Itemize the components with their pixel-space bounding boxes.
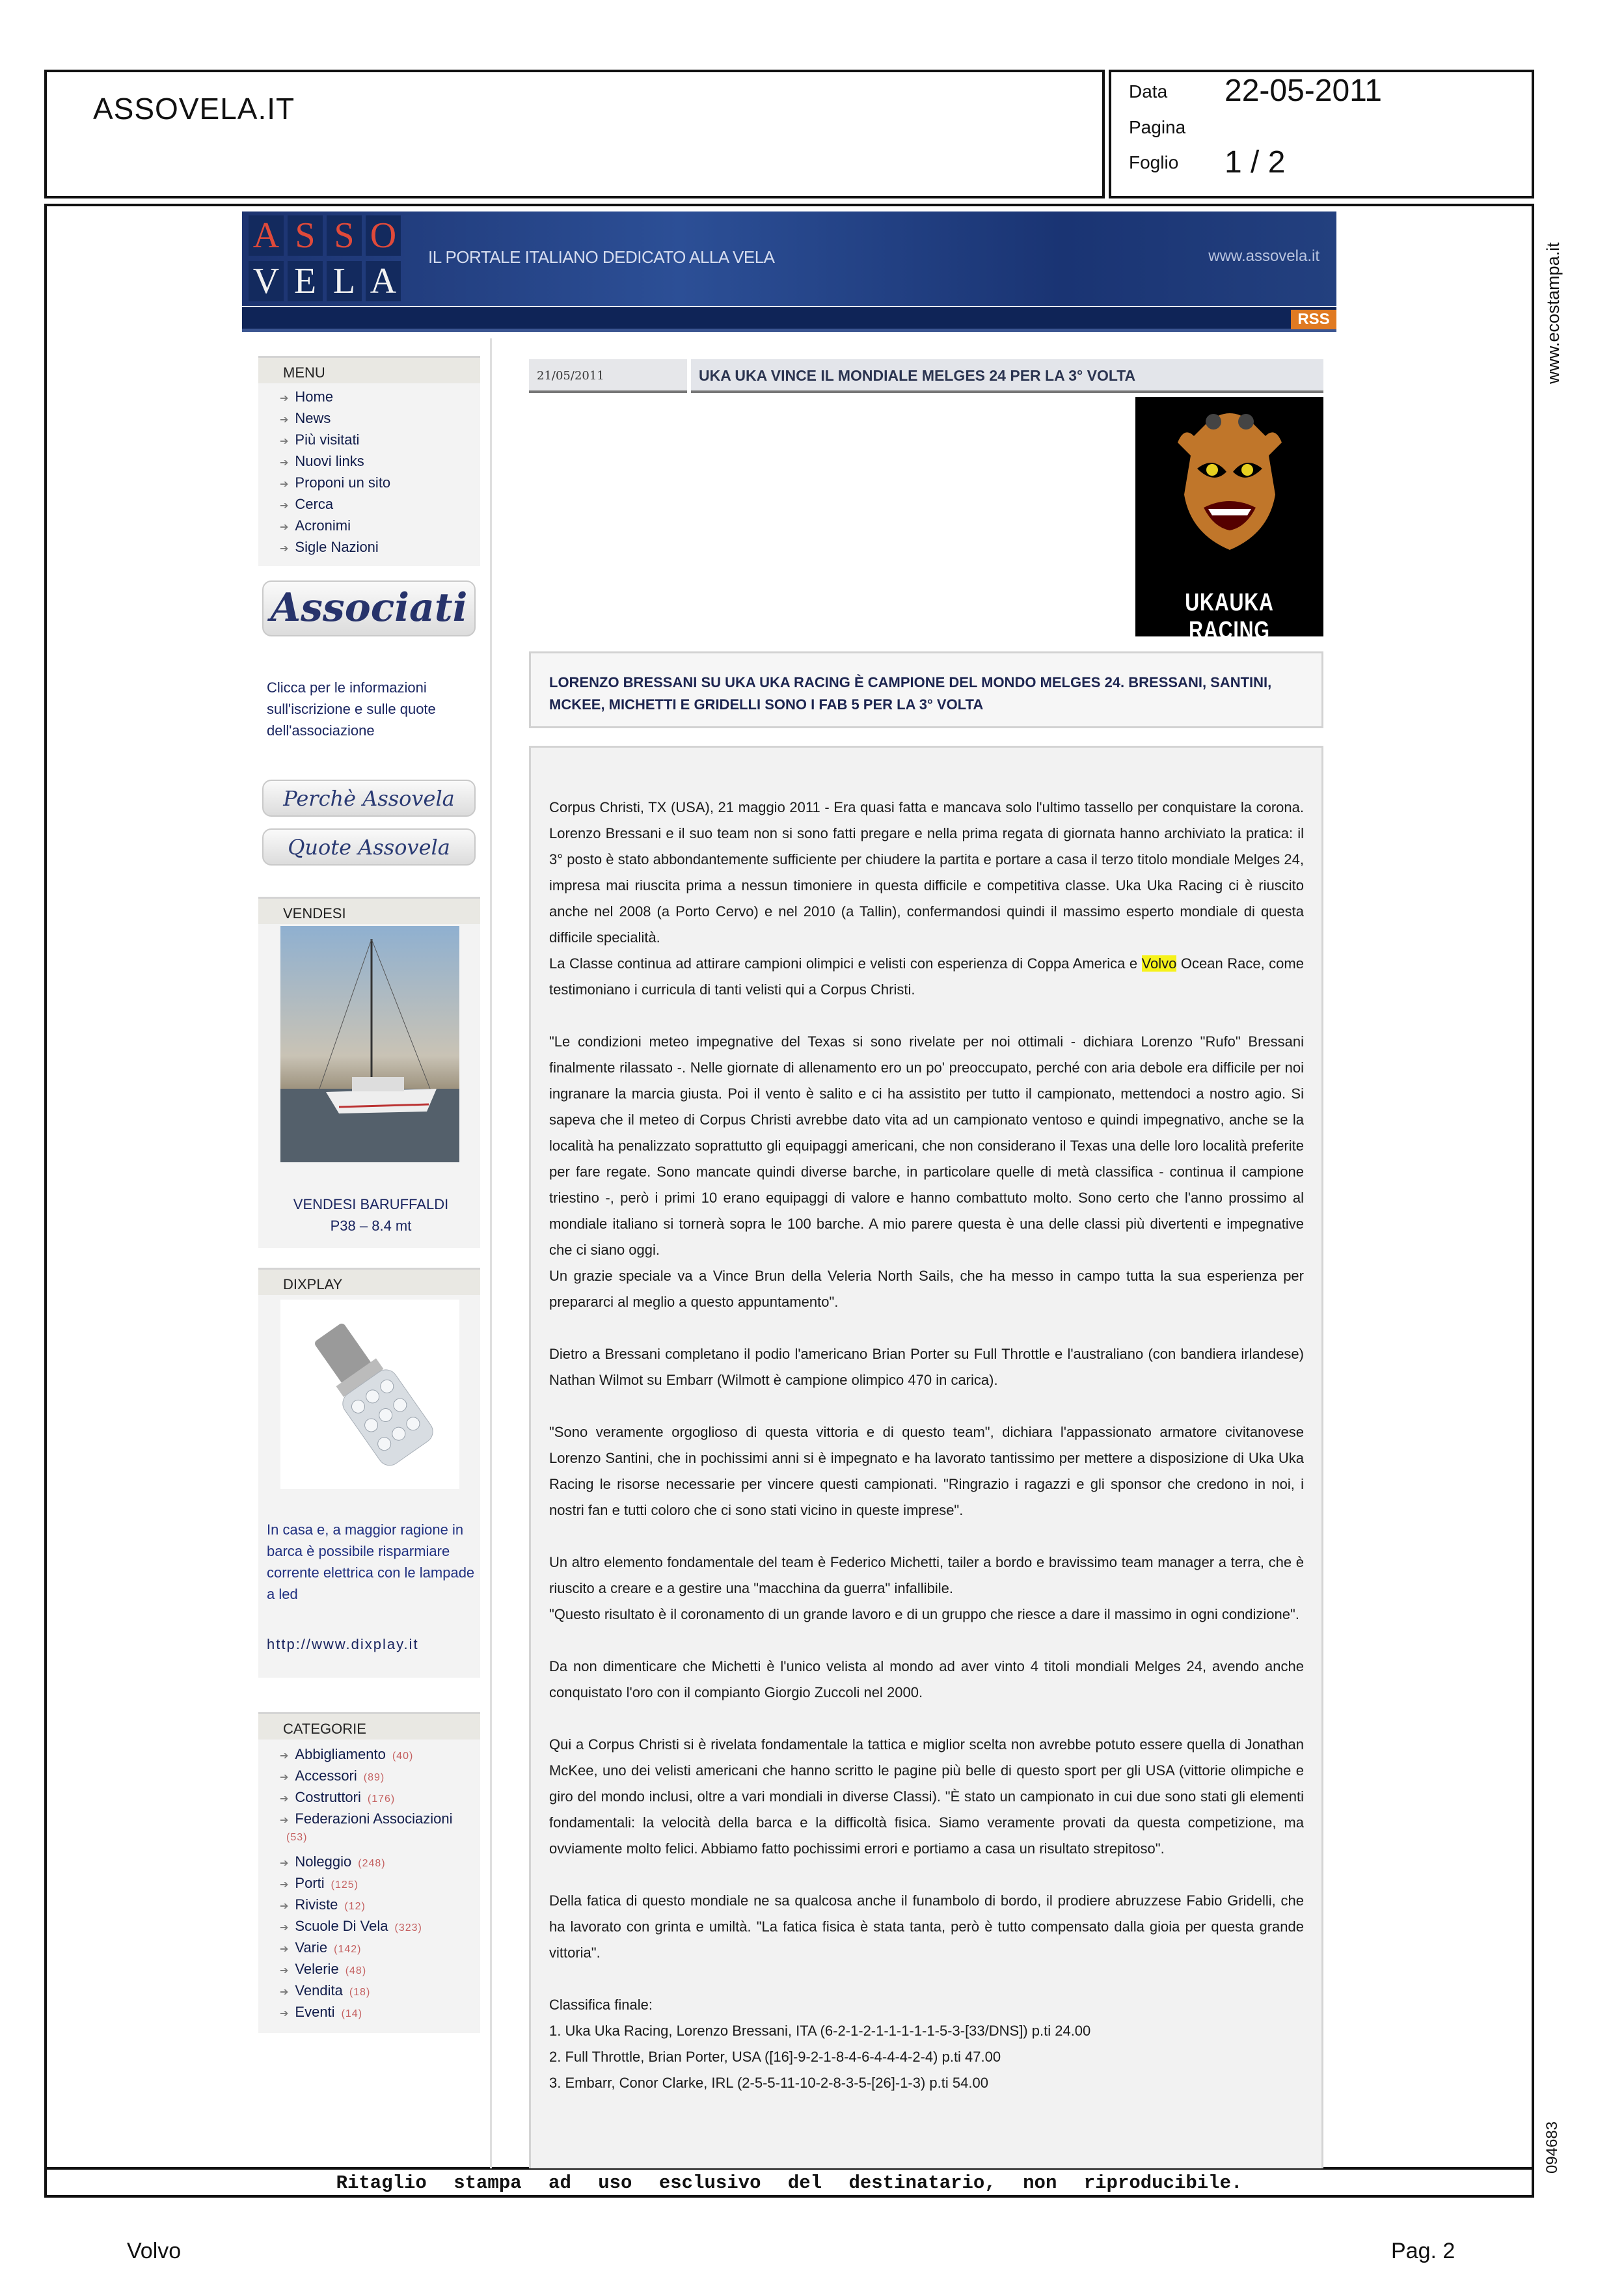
category-item[interactable] bbox=[280, 1853, 475, 1870]
category-name: Riviste bbox=[295, 1896, 338, 1913]
menu-item[interactable] bbox=[280, 431, 359, 448]
sailboat-photo[interactable] bbox=[280, 926, 459, 1162]
keyword-label: Volvo bbox=[127, 2239, 182, 2263]
category-item[interactable] bbox=[280, 1789, 475, 1806]
vendesi-caption-2: P38 – 8.4 mt bbox=[330, 1218, 412, 1234]
category-count: (89) bbox=[363, 1772, 385, 1783]
site-banner bbox=[242, 212, 1336, 306]
category-name: Scuole Di Vela bbox=[295, 1918, 388, 1934]
menu-item-label: Acronimi bbox=[295, 517, 351, 534]
arrow-icon: ➔ bbox=[280, 1879, 289, 1890]
arrow-icon: ➔ bbox=[280, 543, 289, 554]
article-paragraph: "Questo risultato è il coronamento di un grande lavoro e di un gruppo che riesce a dare il massimo in ogni condizione". bbox=[549, 1606, 1299, 1622]
category-item[interactable] bbox=[280, 1875, 475, 1892]
logo-letter: S bbox=[288, 215, 323, 256]
ukauka-racing-image bbox=[1135, 397, 1323, 644]
dixplay-link[interactable]: http://www.dixplay.it bbox=[267, 1636, 419, 1652]
article-paragraph: "Le condizioni meteo impegnative del Texas si sono rivelate per noi ottimali - dichiara Lorenzo "Rufo" Bressani finalmente rilassato -. Nelle giornate di allenamento ero un po' preoccupato, perché con aria debole era difficile per noi ingranare la marcia giusta. Poi il vento è salito e ci ha assistito per tutto il campionato, mettendoci a nostro agio. Si sapeva che il meteo di Corpus Christi avrebbe dato vita ad un campionato ventoso e quindi impegnativo, anche se la località ha penalizzato soprattutto gli equipaggi americani, che non considerano il Texas una delle loro località preferite per fare regate. Sono mancate quindi diverse barche, in particolare quelle di metà classifica - continua il campione triestino -, però i primi 10 erano equipaggi di valore e hanno combattuto molto. Sono certo che l'anno prossimo al mondiale italiano si tornerà sopra le 100 barche. A mio parere questa è una delle classi più divertenti e impegnative che ci siano oggi. bbox=[549, 1033, 1304, 1258]
category-name: Accessori bbox=[295, 1767, 357, 1784]
menu-item-label: Home bbox=[295, 389, 334, 405]
menu-item[interactable] bbox=[280, 496, 333, 513]
category-name: Velerie bbox=[295, 1961, 339, 1977]
category-item[interactable] bbox=[280, 1810, 475, 1844]
category-item[interactable] bbox=[280, 1961, 475, 1978]
arrow-icon: ➔ bbox=[280, 1858, 289, 1869]
paragraph-text: Ocean Race, come testimoniano i curricula di tanti velisti qui a Corpus Christi. bbox=[549, 955, 1304, 998]
rss-button[interactable]: RSS bbox=[1291, 310, 1336, 329]
vendesi-caption-1[interactable]: VENDESI BARUFFALDI bbox=[293, 1196, 449, 1212]
article-paragraph: 2. Full Throttle, Brian Porter, USA ([16]-9-2-1-8-4-6-4-4-4-2-4) p.ti 47.00 bbox=[549, 2049, 1001, 2065]
arrow-icon: ➔ bbox=[280, 1922, 289, 1933]
arrow-icon: ➔ bbox=[280, 1794, 289, 1805]
article-paragraph: Qui a Corpus Christi si è rivelata fondamentale la tattica e miglior scelta non avrebbe potuto essere quella di Jonathan McKee, uno dei velisti americani che hanno scritto le pagine più belle di questo sport per gli USA (vittorie olimpiche e giro del mondo inclusi, oltre a vari mondiali in diverse Classi). "È stato un campionato in cui due sono stati gli elementi fondamentali: la velocità della barca e la difficoltà fisica. Siamo veramente provati da questa competizione, ma ovviamente molto felici. Abbiamo fatto pochissimi errori e portiamo a casa un risultato strepitoso". bbox=[549, 1736, 1304, 1857]
article-block bbox=[549, 1732, 1304, 1862]
menu-item[interactable] bbox=[280, 453, 364, 470]
arrow-icon: ➔ bbox=[280, 500, 289, 512]
article-block bbox=[549, 1992, 1304, 2096]
associati-info-text[interactable]: Clicca per le informazioni sull'iscrizione e sulle quote dell'associazione bbox=[267, 679, 436, 739]
category-name: Costruttori bbox=[295, 1789, 361, 1805]
clipping-code: 094683 bbox=[1543, 2121, 1561, 2174]
vendesi-heading: VENDESI bbox=[258, 897, 480, 924]
category-item[interactable] bbox=[280, 2004, 475, 2021]
category-name: Varie bbox=[295, 1939, 328, 1956]
logo-letter: O bbox=[366, 215, 401, 256]
dixplay-text[interactable]: In casa e, a maggior ragione in barca è possibile risparmiare corrente elettrica con le lampade a led bbox=[267, 1522, 475, 1602]
logo-letter: L bbox=[327, 261, 362, 301]
article-paragraph: 1. Uka Uka Racing, Lorenzo Bressani, ITA (6-2-1-2-1-1-1-1-1-5-3-[33/DNS]) p.ti 24.00 bbox=[549, 2023, 1091, 2039]
category-name: Noleggio bbox=[295, 1853, 352, 1870]
data-label: Data bbox=[1129, 81, 1168, 102]
category-count: (142) bbox=[334, 1944, 362, 1955]
arrow-icon: ➔ bbox=[280, 1815, 289, 1826]
article-paragraph: Dietro a Bressani completano il podio l'americano Brian Porter su Full Throttle e l'australiano (con bandiera irlandese) Nathan Wilmot su Embarr (Wilmott è campione olimpico 470 in carica). bbox=[549, 1346, 1304, 1388]
data-value: 22-05-2011 bbox=[1225, 74, 1382, 108]
category-name: Abbigliamento bbox=[295, 1746, 386, 1762]
categorie-heading: CATEGORIE bbox=[258, 1712, 480, 1740]
menu-item[interactable] bbox=[280, 410, 331, 427]
paragraph-text: La Classe continua ad attirare campioni olimpici e velisti con esperienza di Coppa America e bbox=[549, 955, 1142, 972]
category-count: (12) bbox=[344, 1901, 366, 1912]
category-count: (125) bbox=[331, 1879, 359, 1890]
menu-item-label: Nuovi links bbox=[295, 453, 364, 469]
menu-item-label: Più visitati bbox=[295, 431, 360, 448]
category-item[interactable] bbox=[280, 1939, 475, 1956]
arrow-icon: ➔ bbox=[280, 2008, 289, 2019]
article-title[interactable]: UKA UKA VINCE IL MONDIALE MELGES 24 PER LA 3° VOLTA bbox=[691, 359, 1323, 393]
article-paragraph: Corpus Christi, TX (USA), 21 maggio 2011 - Era quasi fatta e mancava solo l'ultimo tassello per conquistare la corona. Lorenzo Bressani e il suo team non si sono fatti pregare e nella prima regata di giornata hanno archiviato la pratica: il 3° posto è stato abbondantemente sufficiente per chiudere la partita e portare a casa il terzo titolo mondiale Melges 24, impresa mai riuscita prima a nessun timoniere in questa difficile e competitiva classe. Uka Uka Racing ci è riuscito anche nel 2008 (a Porto Cervo) e nel 2010 (a Tallin), confermandosi quindi il massimo esperto mondiale di questa difficile specialità. bbox=[549, 799, 1304, 946]
keyword-highlight: Volvo bbox=[1141, 955, 1177, 972]
article-block bbox=[549, 1654, 1304, 1706]
clipping-disclaimer: Ritaglio stampa ad uso esclusivo del destinatario, non riproducibile. bbox=[336, 2172, 1243, 2194]
category-name: Vendita bbox=[295, 1982, 343, 1999]
arrow-icon: ➔ bbox=[280, 522, 289, 533]
menu-heading: MENU bbox=[258, 356, 480, 383]
article-paragraph: 3. Embarr, Conor Clarke, IRL (2-5-5-11-10-2-8-3-5-[26]-1-3) p.ti 54.00 bbox=[549, 2075, 988, 2091]
menu-item-label: News bbox=[295, 410, 331, 426]
menu-item[interactable] bbox=[280, 517, 351, 534]
category-name: Federazioni Associazioni bbox=[295, 1810, 453, 1827]
menu-item-label: Cerca bbox=[295, 496, 334, 512]
site-url[interactable]: www.assovela.it bbox=[1208, 247, 1320, 265]
arrow-icon: ➔ bbox=[280, 479, 289, 490]
frame-top-border bbox=[44, 204, 1534, 206]
category-count: (40) bbox=[392, 1751, 414, 1762]
article-block bbox=[549, 1341, 1304, 1393]
category-count: (48) bbox=[345, 1965, 367, 1976]
arrow-icon: ➔ bbox=[280, 1772, 289, 1783]
article-paragraph: Un grazie speciale va a Vince Brun della Veleria North Sails, che ha messo in campo tutta la sua esperienza per prepararci al meglio a questo appuntamento". bbox=[549, 1268, 1304, 1310]
perche-assovela-button[interactable]: Perchè Assovela bbox=[262, 780, 476, 817]
logo-letter: E bbox=[288, 261, 323, 301]
article-block bbox=[549, 1549, 1304, 1628]
arrow-icon: ➔ bbox=[280, 415, 289, 426]
category-item[interactable] bbox=[280, 1982, 475, 1999]
site-nav-bar bbox=[242, 307, 1336, 332]
clipping-source: ASSOVELA.IT bbox=[93, 92, 295, 126]
article-block bbox=[549, 1888, 1304, 1966]
logo-letter: S bbox=[327, 215, 362, 256]
arrow-icon: ➔ bbox=[280, 1944, 289, 1955]
article-block bbox=[549, 795, 1304, 1003]
quote-assovela-button[interactable]: Quote Assovela bbox=[262, 828, 476, 866]
arrow-icon: ➔ bbox=[280, 1751, 289, 1762]
tiki-mask-icon bbox=[1135, 397, 1323, 592]
menu-item-label: Sigle Nazioni bbox=[295, 539, 379, 555]
associati-button[interactable]: Associati bbox=[262, 580, 476, 636]
clipping-header-source-box bbox=[44, 70, 1105, 198]
category-count: (18) bbox=[349, 1987, 371, 1998]
category-item[interactable] bbox=[280, 1767, 475, 1784]
logo-letter: A bbox=[366, 261, 401, 301]
article-block bbox=[549, 1419, 1304, 1523]
arrow-icon: ➔ bbox=[280, 457, 289, 469]
category-count: (248) bbox=[358, 1858, 386, 1869]
article-subtitle: LORENZO BRESSANI SU UKA UKA RACING È CAMPIONE DEL MONDO MELGES 24. BRESSANI, SANTINI, MCKEE, MICHETTI E GRIDELLI SONO I FAB 5 PER LA 3° VOLTA bbox=[529, 651, 1323, 728]
foglio-label: Foglio bbox=[1129, 152, 1179, 172]
category-count: (14) bbox=[341, 2008, 363, 2019]
article-body bbox=[529, 746, 1323, 2168]
foglio-value: 1 / 2 bbox=[1225, 145, 1286, 180]
category-count: (323) bbox=[394, 1922, 422, 1933]
category-item[interactable] bbox=[280, 1896, 475, 1913]
article-paragraph: Da non dimenticare che Michetti è l'unico velista al mondo ad aver vinto 4 titoli mondiali Melges 24, avendo anche conquistato l'oro con il compianto Giorgio Zuccoli nel 2000. bbox=[549, 1658, 1304, 1700]
arrow-icon: ➔ bbox=[280, 1987, 289, 1998]
category-count: (53) bbox=[286, 1832, 308, 1843]
article-paragraph: Della fatica di questo mondiale ne sa qualcosa anche il funambolo di bordo, il prodiere abruzzese Fabio Gridelli, che ha lavorato con grinta e umiltà. "La fatica fisica è stata tanta, però è tutto compensato dalla gioia per questa grande vittoria". bbox=[549, 1892, 1304, 1961]
category-count: (176) bbox=[367, 1794, 396, 1805]
site-tagline: IL PORTALE ITALIANO DEDICATO ALLA VELA bbox=[428, 247, 775, 267]
category-item[interactable] bbox=[280, 1746, 475, 1763]
arrow-icon: ➔ bbox=[280, 436, 289, 447]
led-lamp-photo[interactable] bbox=[280, 1300, 459, 1489]
dixplay-heading: DIXPLAY bbox=[258, 1268, 480, 1295]
page-number: Pag. 2 bbox=[1391, 2239, 1455, 2263]
arrow-icon: ➔ bbox=[280, 1901, 289, 1912]
category-name: Porti bbox=[295, 1875, 325, 1891]
arrow-icon: ➔ bbox=[280, 393, 289, 404]
menu-item[interactable] bbox=[280, 389, 333, 405]
article-paragraph: "Sono veramente orgoglioso di questa vittoria e di questo team", dichiara l'appassionato armatore civitanovese Lorenzo Santini, che in pochissimi anni si è impegnato e ha lavorato tantissimo per mettere a disposizione di Uka Uka Racing le risorse necessarie per vincere questi campionati. "Ringrazio i ragazzi e gli sponsor che credono in noi, i nostri fan e tutti coloro che ci sono stati vicino in queste imprese". bbox=[549, 1424, 1304, 1518]
pagina-label: Pagina bbox=[1129, 117, 1186, 137]
article-paragraph: Un altro elemento fondamentale del team è Federico Michetti, tailer a bordo e bravissimo team manager a terra, che è riuscito a creare e a gestire una "macchina da guerra" infallibile. bbox=[549, 1554, 1304, 1596]
article-paragraph: Classifica finale: bbox=[549, 1997, 653, 2013]
ecostampa-url: www.ecostampa.it bbox=[1543, 242, 1563, 384]
article-paragraph bbox=[549, 951, 1304, 1003]
category-item[interactable] bbox=[280, 1918, 475, 1935]
menu-item[interactable] bbox=[280, 539, 379, 556]
logo-letter: V bbox=[249, 261, 284, 301]
menu-item-label: Proponi un sito bbox=[295, 474, 391, 491]
arrow-icon: ➔ bbox=[280, 1965, 289, 1976]
article-date: 21/05/2011 bbox=[529, 359, 687, 393]
category-name: Eventi bbox=[295, 2004, 335, 2020]
logo-letter: A bbox=[249, 215, 284, 256]
ukauka-caption: UKAUKA RACING bbox=[1185, 589, 1274, 644]
menu-item[interactable] bbox=[280, 474, 390, 491]
article-block bbox=[549, 1029, 1304, 1315]
